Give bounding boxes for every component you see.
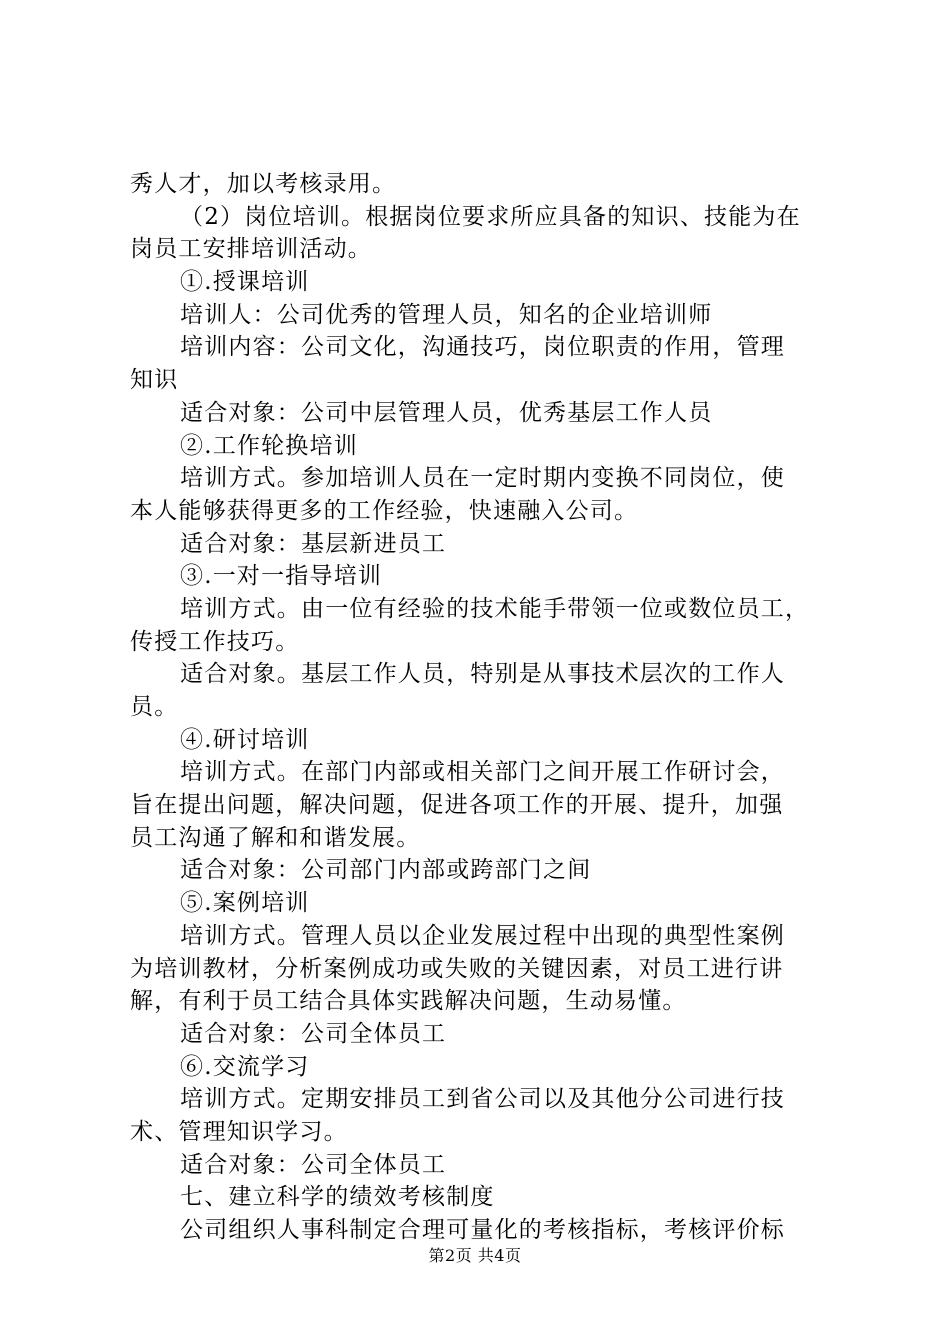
text-line: 术、管理知识学习。 [130,1118,348,1145]
text-line: 适合对象：公司部门内部或跨部门之间 [180,857,592,884]
text-line: 旨在提出问题，解决问题，促进各项工作的开展、提升，加强 [130,792,784,819]
text-line: 培训内容：公司文化，沟通技巧，岗位职责的作用，管理 [180,334,785,361]
text-line: 员工沟通了解和和谐发展。 [130,824,421,851]
text-line: ⑥.交流学习 [180,1053,310,1080]
text-line: 适合对象：公司全体员工 [180,1020,447,1047]
text-line: 适合对象。基层工作人员，特别是从事技术层次的工作人 [180,661,785,688]
text-line: 七、建立科学的绩效考核制度 [180,1184,495,1211]
text-line: 公司组织人事科制定合理可量化的考核指标，考核评价标 [180,1217,785,1243]
text-line: 培训方式。在部门内部或相关部门之间开展工作研讨会， [180,759,785,786]
text-line: 培训方式。参加培训人员在一定时期内变换不同岗位，使 [180,465,785,492]
text-line: 培训方式。定期安排员工到省公司以及其他分公司进行技 [180,1086,785,1113]
text-line: 传授工作技巧。 [130,628,300,655]
text-line: 解，有利于员工结合具体实践解决问题，生动易懂。 [130,988,687,1015]
document-body [130,168,834,1247]
text-line: ④.研讨培训 [180,726,310,753]
text-line: 适合对象：基层新进员工 [180,530,447,557]
text-line: （2）岗位培训。根据岗位要求所应具备的知识、技能为在 [180,203,801,230]
text-line: 适合对象：公司全体员工 [180,1151,447,1178]
text-line: 员。 [130,694,179,720]
text-line: 适合对象：公司中层管理人员，优秀基层工作人员 [180,399,713,426]
text-line: 秀人才，加以考核录用。 [130,171,397,197]
text-line: ⑤.案例培训 [180,890,310,917]
page-footer: 第2页 共4页 [428,1246,522,1265]
text-line: 为培训教材，分析案例成功或失败的关键因素，对员工进行讲 [130,955,784,982]
text-line: 培训方式。管理人员以企业发展过程中出现的典型性案例 [180,922,785,949]
text-line: 本人能够获得更多的工作经验，快速融入公司。 [130,497,639,524]
text-line: 岗员工安排培训活动。 [130,236,372,263]
text-line: ②.工作轮换培训 [180,432,358,459]
text-line: 知识 [130,367,179,394]
text-line: ①.授课培训 [180,269,310,296]
text-line: 培训人：公司优秀的管理人员，知名的企业培训师 [180,301,713,328]
text-line: ③.一对一指导培训 [180,563,383,590]
text-line: 培训方式。由一位有经验的技术能手带领一位或数位员工， [180,595,810,622]
